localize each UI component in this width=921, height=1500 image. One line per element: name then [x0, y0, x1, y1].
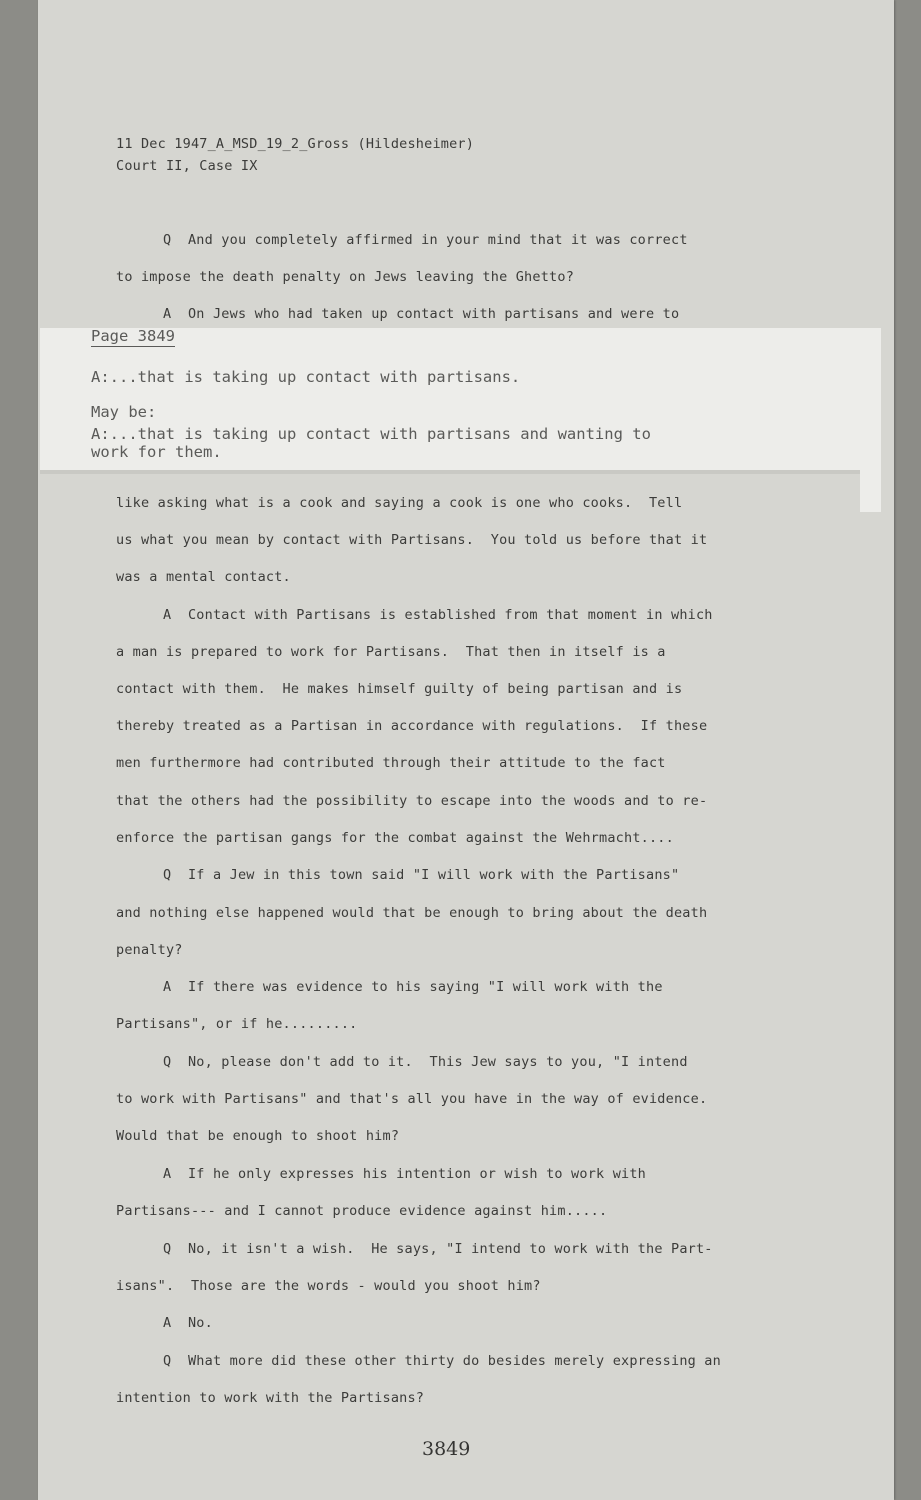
text-line: penalty?	[116, 942, 183, 958]
text-line: intention to work with the Partisans?	[116, 1390, 425, 1406]
text-line: like asking what is a cook and saying a cook is one who cooks. Tell	[116, 495, 683, 511]
text-line: us what you mean by contact with Partisans. You told us before that it	[116, 532, 708, 548]
text-line: Partisans", or if he.........	[116, 1016, 358, 1032]
text-line: enforce the partisan gangs for the combat against the Wehrmacht....	[116, 830, 674, 846]
text-line: and nothing else happened would that be enough to bring about the death	[116, 905, 708, 921]
text-line: contact with them. He makes himself guilty of being partisan and is	[116, 681, 683, 697]
text-line: A No.	[163, 1315, 213, 1331]
text-line: Q No, it isn't a wish. He says, "I intend to work with the Part-	[163, 1241, 713, 1257]
text-line: Q What more did these other thirty do besides merely expressing an	[163, 1353, 721, 1369]
document-page	[38, 0, 894, 1500]
text-line: A Contact with Partisans is established from that moment in which	[163, 607, 713, 623]
text-line: Would that be enough to shoot him?	[116, 1128, 400, 1144]
text-line: that the others had the possibility to escape into the woods and to re-	[116, 793, 708, 809]
text-line: Partisans--- and I cannot produce evidence against him.....	[116, 1203, 608, 1219]
text-line: Q If a Jew in this town said "I will work with the Partisans"	[163, 867, 680, 883]
text-line: A If there was evidence to his saying "I will work with the	[163, 979, 663, 995]
text-line: A If he only expresses his intention or wish to work with	[163, 1166, 647, 1182]
header-line-1: 11 Dec 1947_A_MSD_19_2_Gross (Hildesheimer)	[116, 136, 475, 152]
text-line: to work with Partisans" and that's all you have in the way of evidence.	[116, 1091, 708, 1107]
correction-slip-heading: Page 3849	[91, 327, 175, 345]
correction-slip-shadow	[40, 470, 860, 474]
text-line: A On Jews who had taken up contact with partisans and were to	[163, 306, 680, 322]
text-line: isans". Those are the words - would you shoot him?	[116, 1278, 541, 1294]
text-line: to impose the death penalty on Jews leaving the Ghetto?	[116, 269, 575, 285]
text-line: a man is prepared to work for Partisans. That then in itself is a	[116, 644, 666, 660]
text-line: Q No, please don't add to it. This Jew says to you, "I intend	[163, 1054, 688, 1070]
correction-slip-edge	[860, 470, 881, 512]
correction-slip-line: A:...that is taking up contact with partisans and wanting to	[91, 425, 651, 443]
header-line-2: Court II, Case IX	[116, 158, 258, 174]
correction-slip-line: May be:	[91, 403, 157, 421]
correction-slip-line: A:...that is taking up contact with partisans.	[91, 368, 521, 386]
text-line: thereby treated as a Partisan in accordance with regulations. If these	[116, 718, 708, 734]
text-line: was a mental contact.	[116, 569, 291, 585]
page-number: 3849	[422, 1438, 471, 1460]
text-line: Q And you completely affirmed in your mind that it was correct	[163, 232, 688, 248]
text-line: men furthermore had contributed through their attitude to the fact	[116, 755, 666, 771]
correction-slip-line: work for them.	[91, 443, 222, 461]
